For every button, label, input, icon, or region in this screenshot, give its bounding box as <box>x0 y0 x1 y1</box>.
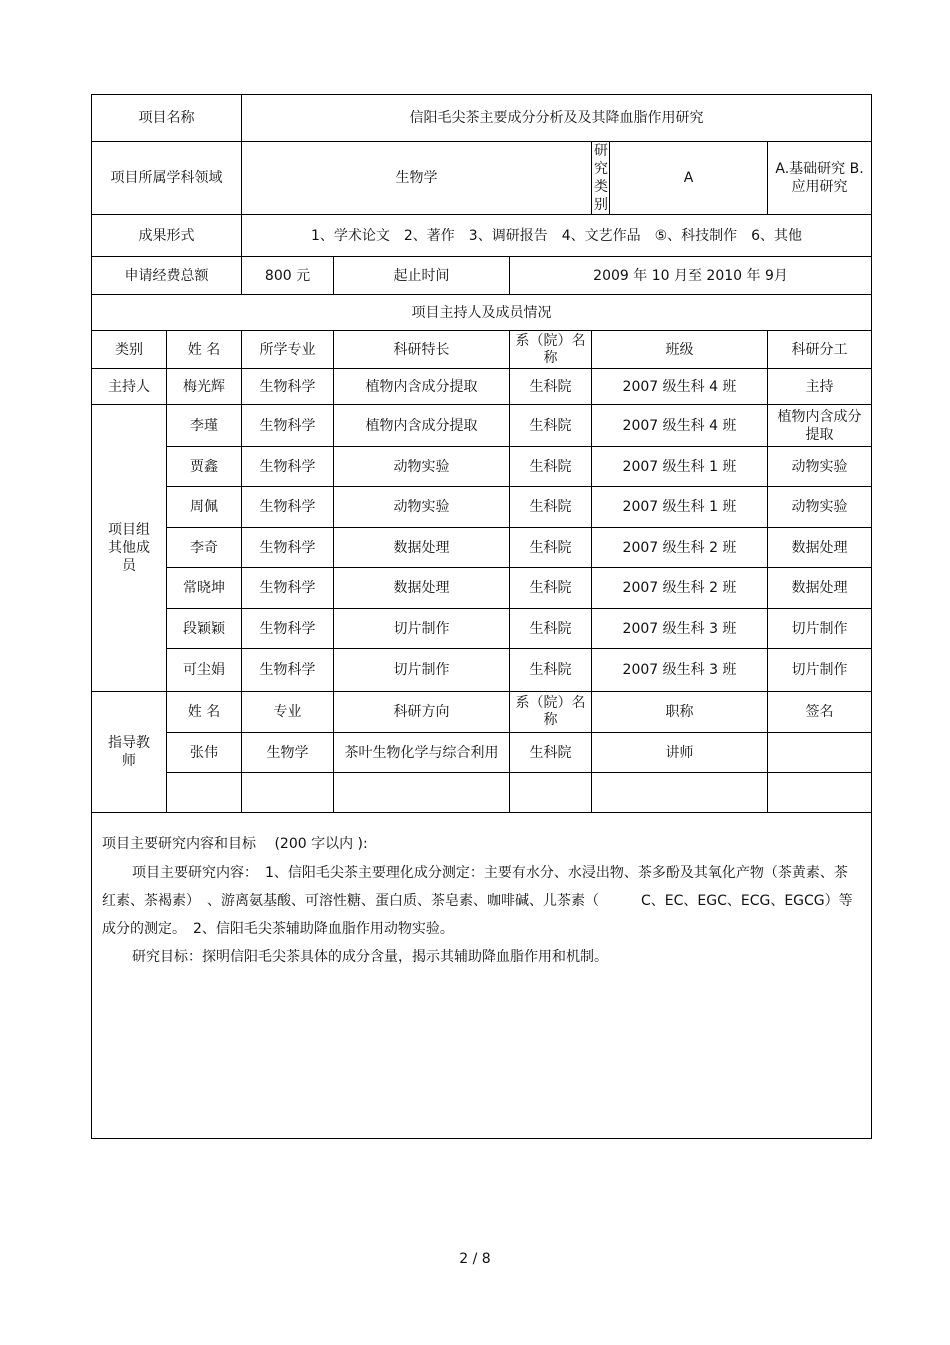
member-specialty: 植物内含成分提取 <box>334 369 510 405</box>
member-row <box>92 405 872 447</box>
advisor-empty-row <box>92 773 872 813</box>
member-class: 2007 级生科 3 班 <box>592 609 768 649</box>
member-major: 生物科学 <box>242 528 334 568</box>
member-department: 生科院 <box>510 487 592 528</box>
member-row <box>92 568 872 609</box>
member-class: 2007 级生科 1 班 <box>592 447 768 487</box>
col-header-class: 班级 <box>592 331 768 369</box>
advisor-signature <box>768 733 872 773</box>
project-name-label: 项目名称 <box>92 95 242 142</box>
member-row <box>92 649 872 692</box>
member-major: 生物科学 <box>242 369 334 405</box>
output-form-label: 成果形式 <box>92 215 242 257</box>
member-role: 切片制作 <box>768 649 872 692</box>
members-section-title: 项目主持人及成员情况 <box>92 295 872 331</box>
advisor-col-name: 姓 名 <box>167 692 242 733</box>
member-row <box>92 528 872 568</box>
member-major: 生物科学 <box>242 609 334 649</box>
host-row <box>92 369 872 405</box>
member-department: 生科院 <box>510 447 592 487</box>
member-role: 动物实验 <box>768 447 872 487</box>
advisor-col-major: 专业 <box>242 692 334 733</box>
research-content-heading: 项目主要研究内容和目标 (200 字以内 ): <box>102 836 368 852</box>
project-name-value: 信阳毛尖茶主要成分分析及及其降血脂作用研究 <box>242 95 872 142</box>
member-name: 李瑾 <box>167 405 242 447</box>
advisor-department: 生科院 <box>510 733 592 773</box>
research-goal-paragraph: 研究目标：探明信阳毛尖茶具体的成分含量，揭示其辅助降血脂作用和机制。 <box>132 949 608 965</box>
member-specialty: 动物实验 <box>334 447 510 487</box>
member-role: 数据处理 <box>768 528 872 568</box>
member-row <box>92 447 872 487</box>
member-department: 生科院 <box>510 649 592 692</box>
member-row <box>92 487 872 528</box>
research-type-options: A.基础研究 B.应用研究 <box>768 142 872 215</box>
output-form-options: 1、学术论文 2、著作 3、调研报告 4、文艺作品 ⑤、科技制作 6、其他 <box>242 215 872 257</box>
member-major: 生物科学 <box>242 447 334 487</box>
group-category: 项目组其他成员 <box>92 405 167 692</box>
member-major: 生物科学 <box>242 487 334 528</box>
member-name: 李奇 <box>167 528 242 568</box>
advisor-major: 生物学 <box>242 733 334 773</box>
advisor-col-direction: 科研方向 <box>334 692 510 733</box>
member-specialty: 数据处理 <box>334 568 510 609</box>
budget-label: 申请经费总额 <box>92 257 242 295</box>
page-number: 2 / 8 <box>459 1251 491 1267</box>
member-role: 植物内含成分提取 <box>768 405 872 447</box>
member-name: 贾鑫 <box>167 447 242 487</box>
advisor-col-signature: 签名 <box>768 692 872 733</box>
member-department: 生科院 <box>510 528 592 568</box>
col-header-major: 所学专业 <box>242 331 334 369</box>
application-form-table <box>91 94 872 1139</box>
empty-cell <box>510 773 592 813</box>
col-header-specialty: 科研特长 <box>334 331 510 369</box>
advisor-row <box>92 733 872 773</box>
col-header-department: 系（院）名称 <box>510 331 592 369</box>
member-specialty: 数据处理 <box>334 528 510 568</box>
advisor-col-department: 系（院）名称 <box>510 692 592 733</box>
host-category: 主持人 <box>92 369 167 405</box>
advisor-category: 指导教师 <box>92 692 167 813</box>
advisor-name: 张伟 <box>167 733 242 773</box>
empty-cell <box>167 773 242 813</box>
member-role: 主持 <box>768 369 872 405</box>
research-content-cell <box>92 813 872 1139</box>
member-role: 数据处理 <box>768 568 872 609</box>
research-type-value: A <box>610 142 768 215</box>
member-name: 周佩 <box>167 487 242 528</box>
member-department: 生科院 <box>510 369 592 405</box>
member-row <box>92 609 872 649</box>
member-class: 2007 级生科 2 班 <box>592 568 768 609</box>
subject-field-label: 项目所属学科领域 <box>92 142 242 215</box>
member-specialty: 动物实验 <box>334 487 510 528</box>
period-label: 起止时间 <box>334 257 510 295</box>
advisor-direction: 茶叶生物化学与综合利用 <box>334 733 510 773</box>
research-type-label: 研究类别 <box>592 142 610 215</box>
member-department: 生科院 <box>510 609 592 649</box>
member-specialty: 植物内含成分提取 <box>334 405 510 447</box>
advisor-col-title: 职称 <box>592 692 768 733</box>
member-role: 动物实验 <box>768 487 872 528</box>
col-header-category: 类别 <box>92 331 167 369</box>
empty-cell <box>242 773 334 813</box>
member-specialty: 切片制作 <box>334 649 510 692</box>
subject-field-value: 生物学 <box>242 142 592 215</box>
col-header-name: 姓 名 <box>167 331 242 369</box>
member-role: 切片制作 <box>768 609 872 649</box>
member-major: 生物科学 <box>242 649 334 692</box>
empty-cell <box>768 773 872 813</box>
member-major: 生物科学 <box>242 405 334 447</box>
budget-value: 800 元 <box>242 257 334 295</box>
member-name: 常晓坤 <box>167 568 242 609</box>
member-class: 2007 级生科 1 班 <box>592 487 768 528</box>
member-name: 段颖颖 <box>167 609 242 649</box>
advisor-title: 讲师 <box>592 733 768 773</box>
member-specialty: 切片制作 <box>334 609 510 649</box>
empty-cell <box>592 773 768 813</box>
member-department: 生科院 <box>510 405 592 447</box>
member-class: 2007 级生科 3 班 <box>592 649 768 692</box>
col-header-role: 科研分工 <box>768 331 872 369</box>
period-value: 2009 年 10 月至 2010 年 9月 <box>510 257 872 295</box>
research-content-paragraph: 项目主要研究内容： 1、信阳毛尖茶主要理化成分测定：主要有水分、水浸出物、茶多酚及其氧化产物（茶黄素、茶红素、茶褐素） 、游离氨基酸、可溶性糖、蛋白质、茶皂素、咖啡碱、儿茶素（ C、EC、EGC、ECG、EGCG）等成分的测定。 2、信阳毛尖茶辅助降血脂作用动物实验。 <box>102 865 853 937</box>
empty-cell <box>334 773 510 813</box>
member-department: 生科院 <box>510 568 592 609</box>
member-class: 2007 级生科 4 班 <box>592 369 768 405</box>
member-class: 2007 级生科 2 班 <box>592 528 768 568</box>
member-name: 可尘娟 <box>167 649 242 692</box>
member-class: 2007 级生科 4 班 <box>592 405 768 447</box>
member-major: 生物科学 <box>242 568 334 609</box>
member-name: 梅光辉 <box>167 369 242 405</box>
